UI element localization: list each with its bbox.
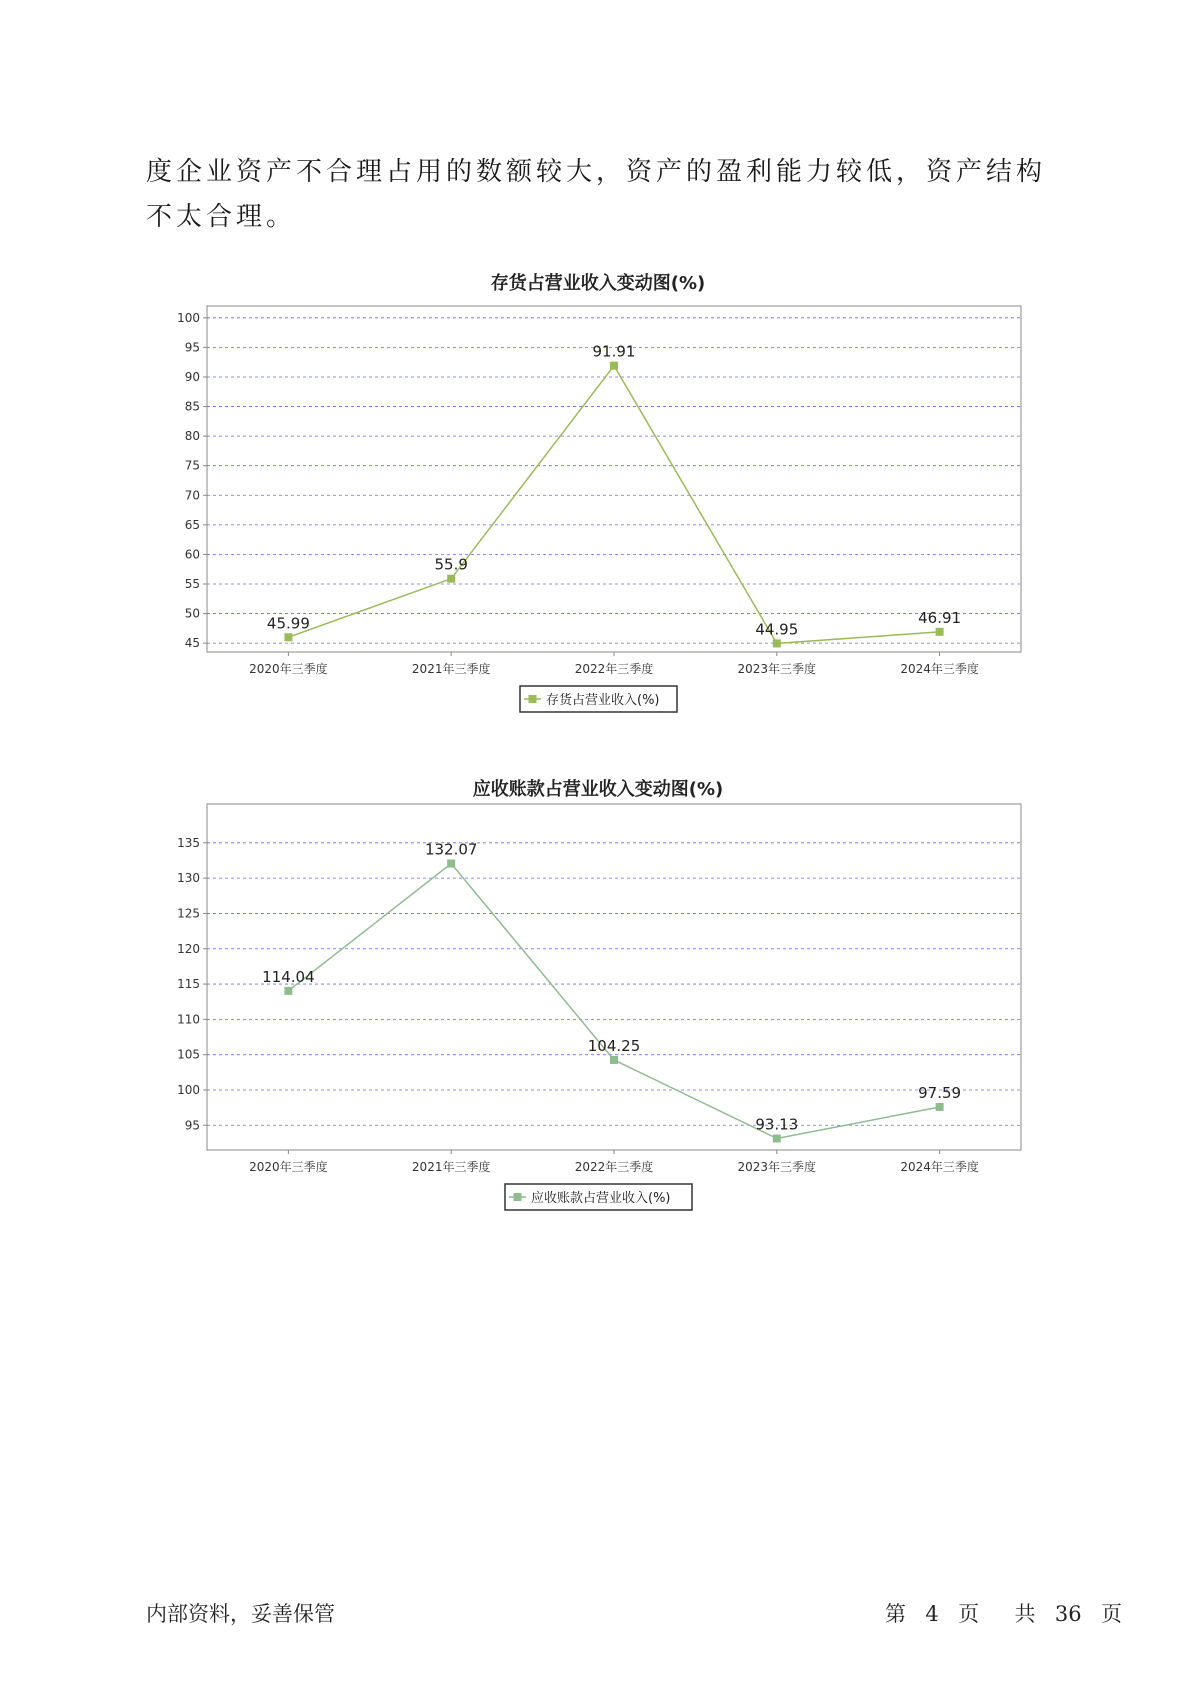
y-tick-label: 120 bbox=[177, 941, 200, 956]
y-tick-label: 105 bbox=[177, 1047, 200, 1062]
y-tick-label: 50 bbox=[184, 606, 200, 621]
data-value-label: 45.99 bbox=[266, 614, 310, 633]
x-category-label: 2024年三季度 bbox=[900, 1160, 979, 1174]
x-category-label: 2024年三季度 bbox=[900, 662, 979, 676]
chart-title: 应收账款占营业收入变动图(%) bbox=[472, 779, 724, 800]
plot-area bbox=[207, 804, 1021, 1150]
legend-label: 存货占营业收入(%) bbox=[546, 693, 660, 708]
y-tick-label: 55 bbox=[184, 576, 200, 591]
footer-page-info bbox=[885, 1598, 1122, 1628]
y-tick-label: 95 bbox=[184, 340, 200, 355]
data-value-label: 46.91 bbox=[918, 608, 962, 627]
chart-title: 存货占营业收入变动图(%) bbox=[490, 273, 706, 294]
data-point-marker bbox=[773, 639, 781, 647]
y-tick-label: 130 bbox=[177, 871, 200, 886]
data-point-marker bbox=[447, 575, 455, 583]
data-point-marker bbox=[773, 1134, 781, 1142]
data-value-label: 91.91 bbox=[592, 342, 636, 361]
x-category-label: 2023年三季度 bbox=[737, 662, 817, 676]
page-number: 4 bbox=[925, 1602, 939, 1626]
data-value-label: 104.25 bbox=[587, 1036, 641, 1055]
x-category-label: 2023年三季度 bbox=[737, 1160, 817, 1174]
y-tick-label: 80 bbox=[184, 429, 200, 444]
y-tick-label: 60 bbox=[184, 547, 200, 562]
legend-marker-swatch bbox=[529, 695, 537, 703]
page-prefix: 第 bbox=[885, 1602, 906, 1626]
y-tick-label: 125 bbox=[177, 906, 200, 921]
footer-confidential-note: 内部资料，妥善保管 bbox=[146, 1602, 335, 1626]
y-tick-label: 90 bbox=[184, 369, 200, 384]
data-value-label: 114.04 bbox=[262, 967, 315, 986]
chart-legend bbox=[520, 686, 677, 712]
data-value-label: 132.07 bbox=[424, 840, 478, 859]
x-category-label: 2021年三季度 bbox=[411, 1160, 491, 1174]
data-point-marker bbox=[610, 1056, 618, 1064]
y-tick-label: 65 bbox=[184, 517, 200, 532]
x-category-label: 2022年三季度 bbox=[574, 662, 654, 676]
total-unit: 页 bbox=[1100, 1602, 1122, 1626]
y-tick-label: 100 bbox=[177, 1082, 200, 1097]
y-tick-label: 115 bbox=[177, 977, 200, 992]
y-tick-label: 110 bbox=[177, 1012, 200, 1027]
data-point-marker bbox=[284, 987, 292, 995]
x-category-label: 2022年三季度 bbox=[574, 1160, 654, 1174]
data-point-marker bbox=[610, 362, 618, 370]
x-category-label: 2020年三季度 bbox=[249, 1160, 328, 1174]
y-tick-label: 75 bbox=[184, 458, 200, 473]
data-value-label: 44.95 bbox=[755, 620, 799, 639]
y-tick-label: 135 bbox=[177, 835, 200, 850]
y-tick-label: 85 bbox=[184, 399, 200, 414]
total-pages: 36 bbox=[1054, 1602, 1082, 1626]
legend-marker-swatch bbox=[514, 1193, 522, 1201]
data-value-label: 97.59 bbox=[918, 1083, 962, 1102]
x-category-label: 2020年三季度 bbox=[249, 662, 328, 676]
x-category-label: 2021年三季度 bbox=[411, 662, 491, 676]
legend-label: 应收账款占营业收入(%) bbox=[531, 1191, 671, 1206]
data-value-label: 55.9 bbox=[434, 555, 468, 574]
chart-legend bbox=[505, 1184, 692, 1210]
y-tick-label: 95 bbox=[184, 1118, 200, 1133]
y-tick-label: 45 bbox=[184, 636, 200, 651]
total-prefix: 共 bbox=[1014, 1602, 1036, 1626]
page-unit: 页 bbox=[958, 1602, 980, 1626]
receivables-ratio-chart bbox=[0, 760, 1191, 1230]
data-point-marker bbox=[936, 1103, 944, 1111]
data-point-marker bbox=[284, 633, 292, 641]
data-point-marker bbox=[447, 860, 455, 868]
data-point-marker bbox=[936, 628, 944, 636]
inventory-ratio-chart bbox=[0, 262, 1191, 732]
y-tick-label: 70 bbox=[184, 488, 200, 503]
body-paragraph: 度企业资产不合理占用的数额较大，资产的盈利能力较低，资产结构不太合理。 bbox=[146, 157, 1047, 232]
data-value-label: 93.13 bbox=[755, 1115, 799, 1134]
y-tick-label: 100 bbox=[177, 310, 200, 325]
